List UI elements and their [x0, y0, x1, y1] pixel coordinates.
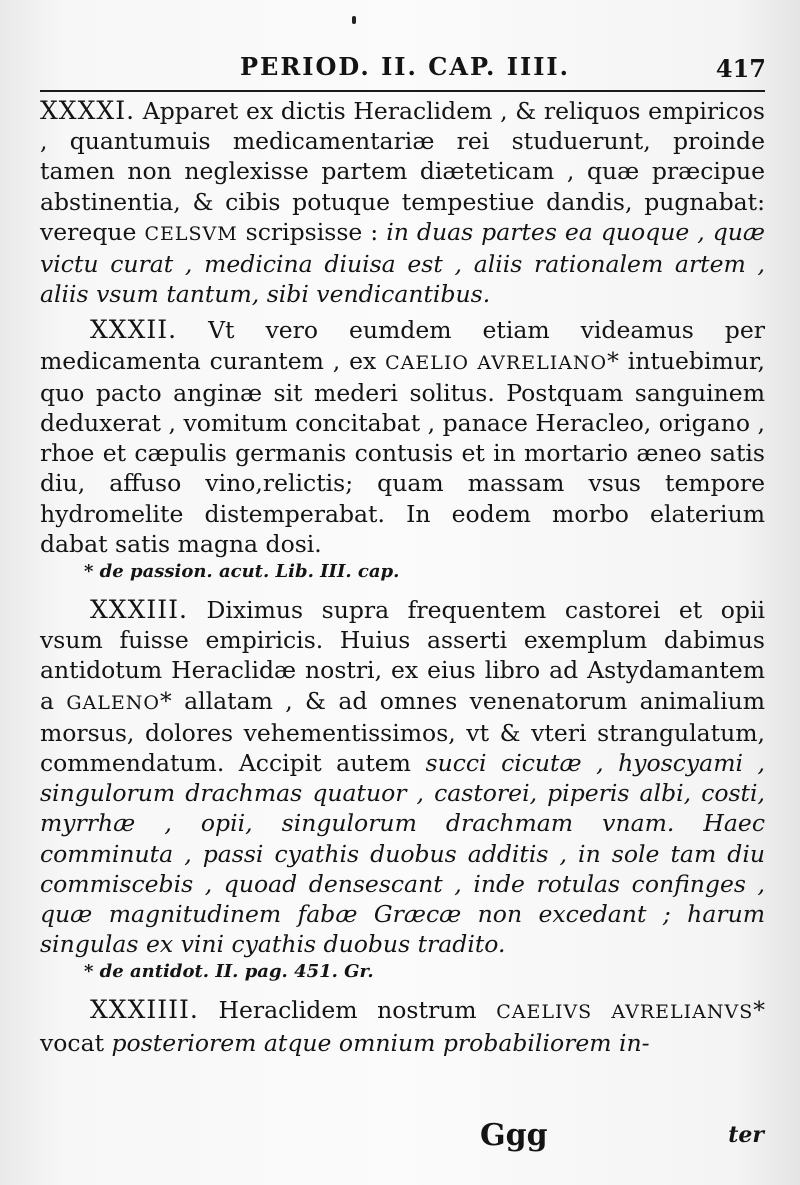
paragraph-text: Heraclidem nostrum: [218, 996, 497, 1025]
signature-mark: Ggg: [480, 1118, 548, 1153]
author-name: GALENO: [66, 691, 160, 714]
footnote: * de antidot. II. pag. 451. Gr.: [84, 961, 374, 983]
footnote: * de passion. acut. Lib. III. cap.: [84, 561, 400, 583]
body-text: [40, 96, 765, 1058]
quoted-text: posteriorem atque omnium probabiliorem in-: [111, 1028, 650, 1057]
author-name: CAELIVS AVRELIANVS: [496, 1001, 754, 1024]
paragraph-text: Apparet ex dictis Heraclidem , & reliquos empiricos , quantumuis medicamentariæ rei studuerunt, proinde tamen non neglexisse partem diæteticam , quæ præcipue abstinentia, & cibis potuque tempestiue dandis, pugnabat: vereque: [40, 97, 765, 246]
section-number: XXXII.: [90, 315, 178, 345]
paragraph-text: * intuebimur, quo pacto anginæ sit mederi solitus. Postquam sanguinem deduxerat , vomitum concitabat , panace Heracleo, origano , rhoe et cæpulis germanis contusis et in mortario æneo satis diu, affuso vino,relictis; quam massam vsus tempore hydromelite distemperabat. In eodem morbo elaterium dabat satis magna dosi.: [40, 346, 765, 558]
section-number: XXXIII.: [90, 595, 188, 625]
section-paragraph: [40, 595, 765, 959]
paragraph-text: Diximus supra frequentem castorei et opii vsum fuisse empiricis. Huius asserti exemplum dabimus antidotum Heraclidæ nostri, ex eius libro ad Astydamantem a: [40, 596, 765, 715]
header-rule: [40, 90, 765, 92]
author-name: CELSVM: [144, 222, 238, 245]
section-paragraph: [40, 995, 765, 1057]
quoted-text: in duas partes ea quoque , quæ victu curat , medicina diuisa est , aliis rationalem artem , aliis vsum tantum, sibi vendicantibus.: [40, 217, 766, 309]
paragraph-text: * vocat: [40, 996, 765, 1057]
page-header: [40, 52, 770, 88]
section-number: XXXIIII.: [90, 995, 199, 1025]
quoted-text: succi cicutæ , hyoscyami , singulorum drachmas quatuor , castorei, piperis albi, costi, myrrhæ , opii, singulorum drachmam vnam. Haec comminuta , passi cyathis duobus additis , in sole tam diu commiscebis , quoad densescant , inde rotulas confinges , quæ magnitudinem fabæ Græcæ non excedant ; harum singulas ex vini cyathis duobus tradito.: [40, 749, 766, 959]
paragraph-text: scripsisse :: [237, 217, 387, 246]
section-paragraph: [40, 96, 765, 309]
page-number: 417: [715, 54, 766, 83]
ink-speck: [352, 16, 356, 24]
catchword: ter: [728, 1122, 764, 1148]
author-name: CAELIO AVRELIANO: [385, 351, 608, 374]
section-paragraph: [40, 315, 765, 559]
paragraph-text: * allatam , & ad omnes venenatorum animalium morsus, dolores vehementissimos, vt & vteri strangulatum, commendatum. Accipit autem: [40, 686, 766, 778]
paragraph-text: Vt vero eumdem etiam videamus per medicamenta curantem , ex: [40, 316, 765, 375]
running-head: PERIOD. II. CAP. IIII.: [239, 52, 571, 81]
section-number: XXXXI.: [40, 96, 136, 125]
